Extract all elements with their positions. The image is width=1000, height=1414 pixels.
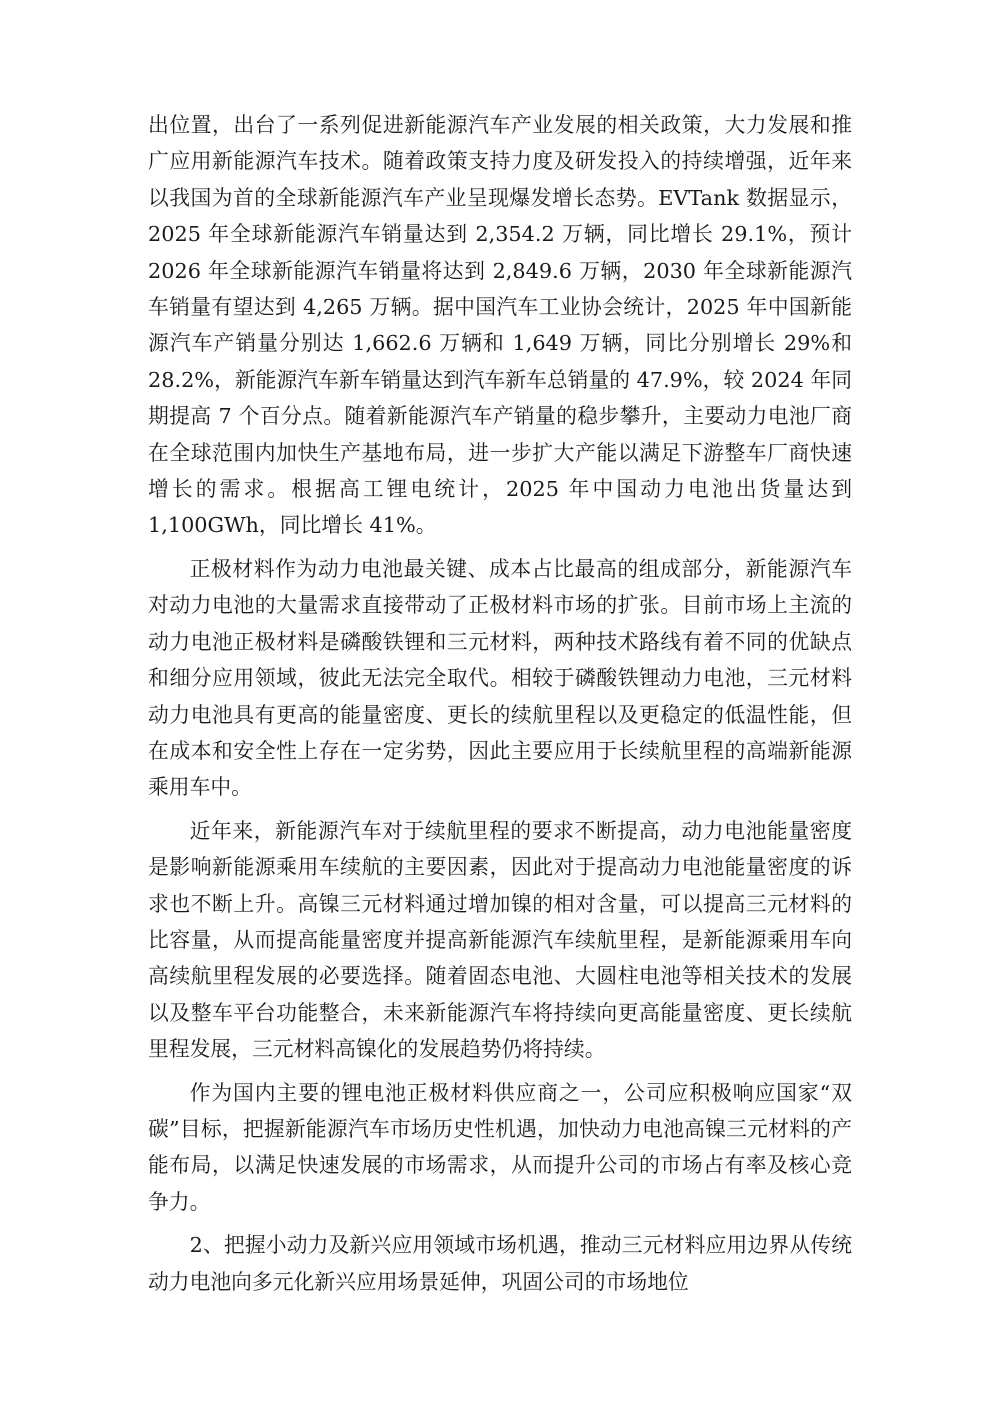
paragraph-high-nickel-trend: 近年来，新能源汽车对于续航里程的要求不断提高，动力电池能量密度是影响新能源乘用车续航的主要因素，因此对于提高动力电池能量密度的诉求也不断上升。高镍三元材料通过增加镍的相对含量，可以提高三元材料的比容量，从而提高能量密度并提高新能源汽车续航里程，是新能源乘用车向高续航里程发展的必要选择。随着固态电池、大圆柱电池等相关技术的发展以及整车平台功能整合，未来新能源汽车将持续向更高能量密度、更长续航里程发展，三元材料高镍化的发展趋势仍将持续。 [148, 818, 852, 1062]
paragraph-cathode-materials: 正极材料作为动力电池最关键、成本占比最高的组成部分，新能源汽车对动力电池的大量需求直接带动了正极材料市场的扩张。目前市场上主流的动力电池正极材料是磷酸铁锂和三元材料，两种技术路线有着不同的优缺点和细分应用领域，彼此无法完全取代。相较于磷酸铁锂动力电池，三元材料动力电池具有更高的能量密度、更长的续航里程以及更稳定的低温性能，但在成本和安全性上存在一定劣势，因此主要应用于长续航里程的高端新能源乘用车中。 [148, 556, 852, 800]
paragraph-market-growth: 出位置，出台了一系列促进新能源汽车产业发展的相关政策，大力发展和推广应用新能源汽车技术。随着政策支持力度及研发投入的持续增强，近年来以我国为首的全球新能源汽车产业呈现爆发增长态势。EVTank 数据显示，2025 年全球新能源汽车销量达到 2,354.2 万辆，同比增长 29.1%，预计 2026 年全球新能源汽车销量将达到 2,849.6 万辆，2030 年全球新能源汽车销量有望达到 4,265 万辆。据中国汽车工业协会统计，2025 年中国新能源汽车产销量分别达 1,662.6 万辆和 1,649 万辆，同比分别增长 29%和 28.2%，新能源汽车新车销量达到汽车新车总销量的 47.9%，较 2024 年同期提高 7 个百分点。随着新能源汽车产销量的稳步攀升，主要动力电池厂商在全球范围内加快生产基地布局，进一步扩大产能以满足下游整车厂商快速增长的需求。根据高工锂电统计，2025 年中国动力电池出货量达到 1,100GWh，同比增长 41%。 [148, 113, 853, 538]
document-body [148, 107, 852, 1307]
section-heading-item-2: 2、把握小动力及新兴应用领域市场机遇，推动三元材料应用边界从传统动力电池向多元化新兴应用场景延伸，巩固公司的市场地位 [148, 1233, 852, 1294]
paragraph-company-strategy: 作为国内主要的锂电池正极材料供应商之一，公司应积极响应国家“双碳”目标，把握新能源汽车市场历史性机遇，加快动力电池高镍三元材料的产能布局，以满足快速发展的市场需求，从而提升公司的市场占有率及核心竞争力。 [148, 1080, 852, 1214]
